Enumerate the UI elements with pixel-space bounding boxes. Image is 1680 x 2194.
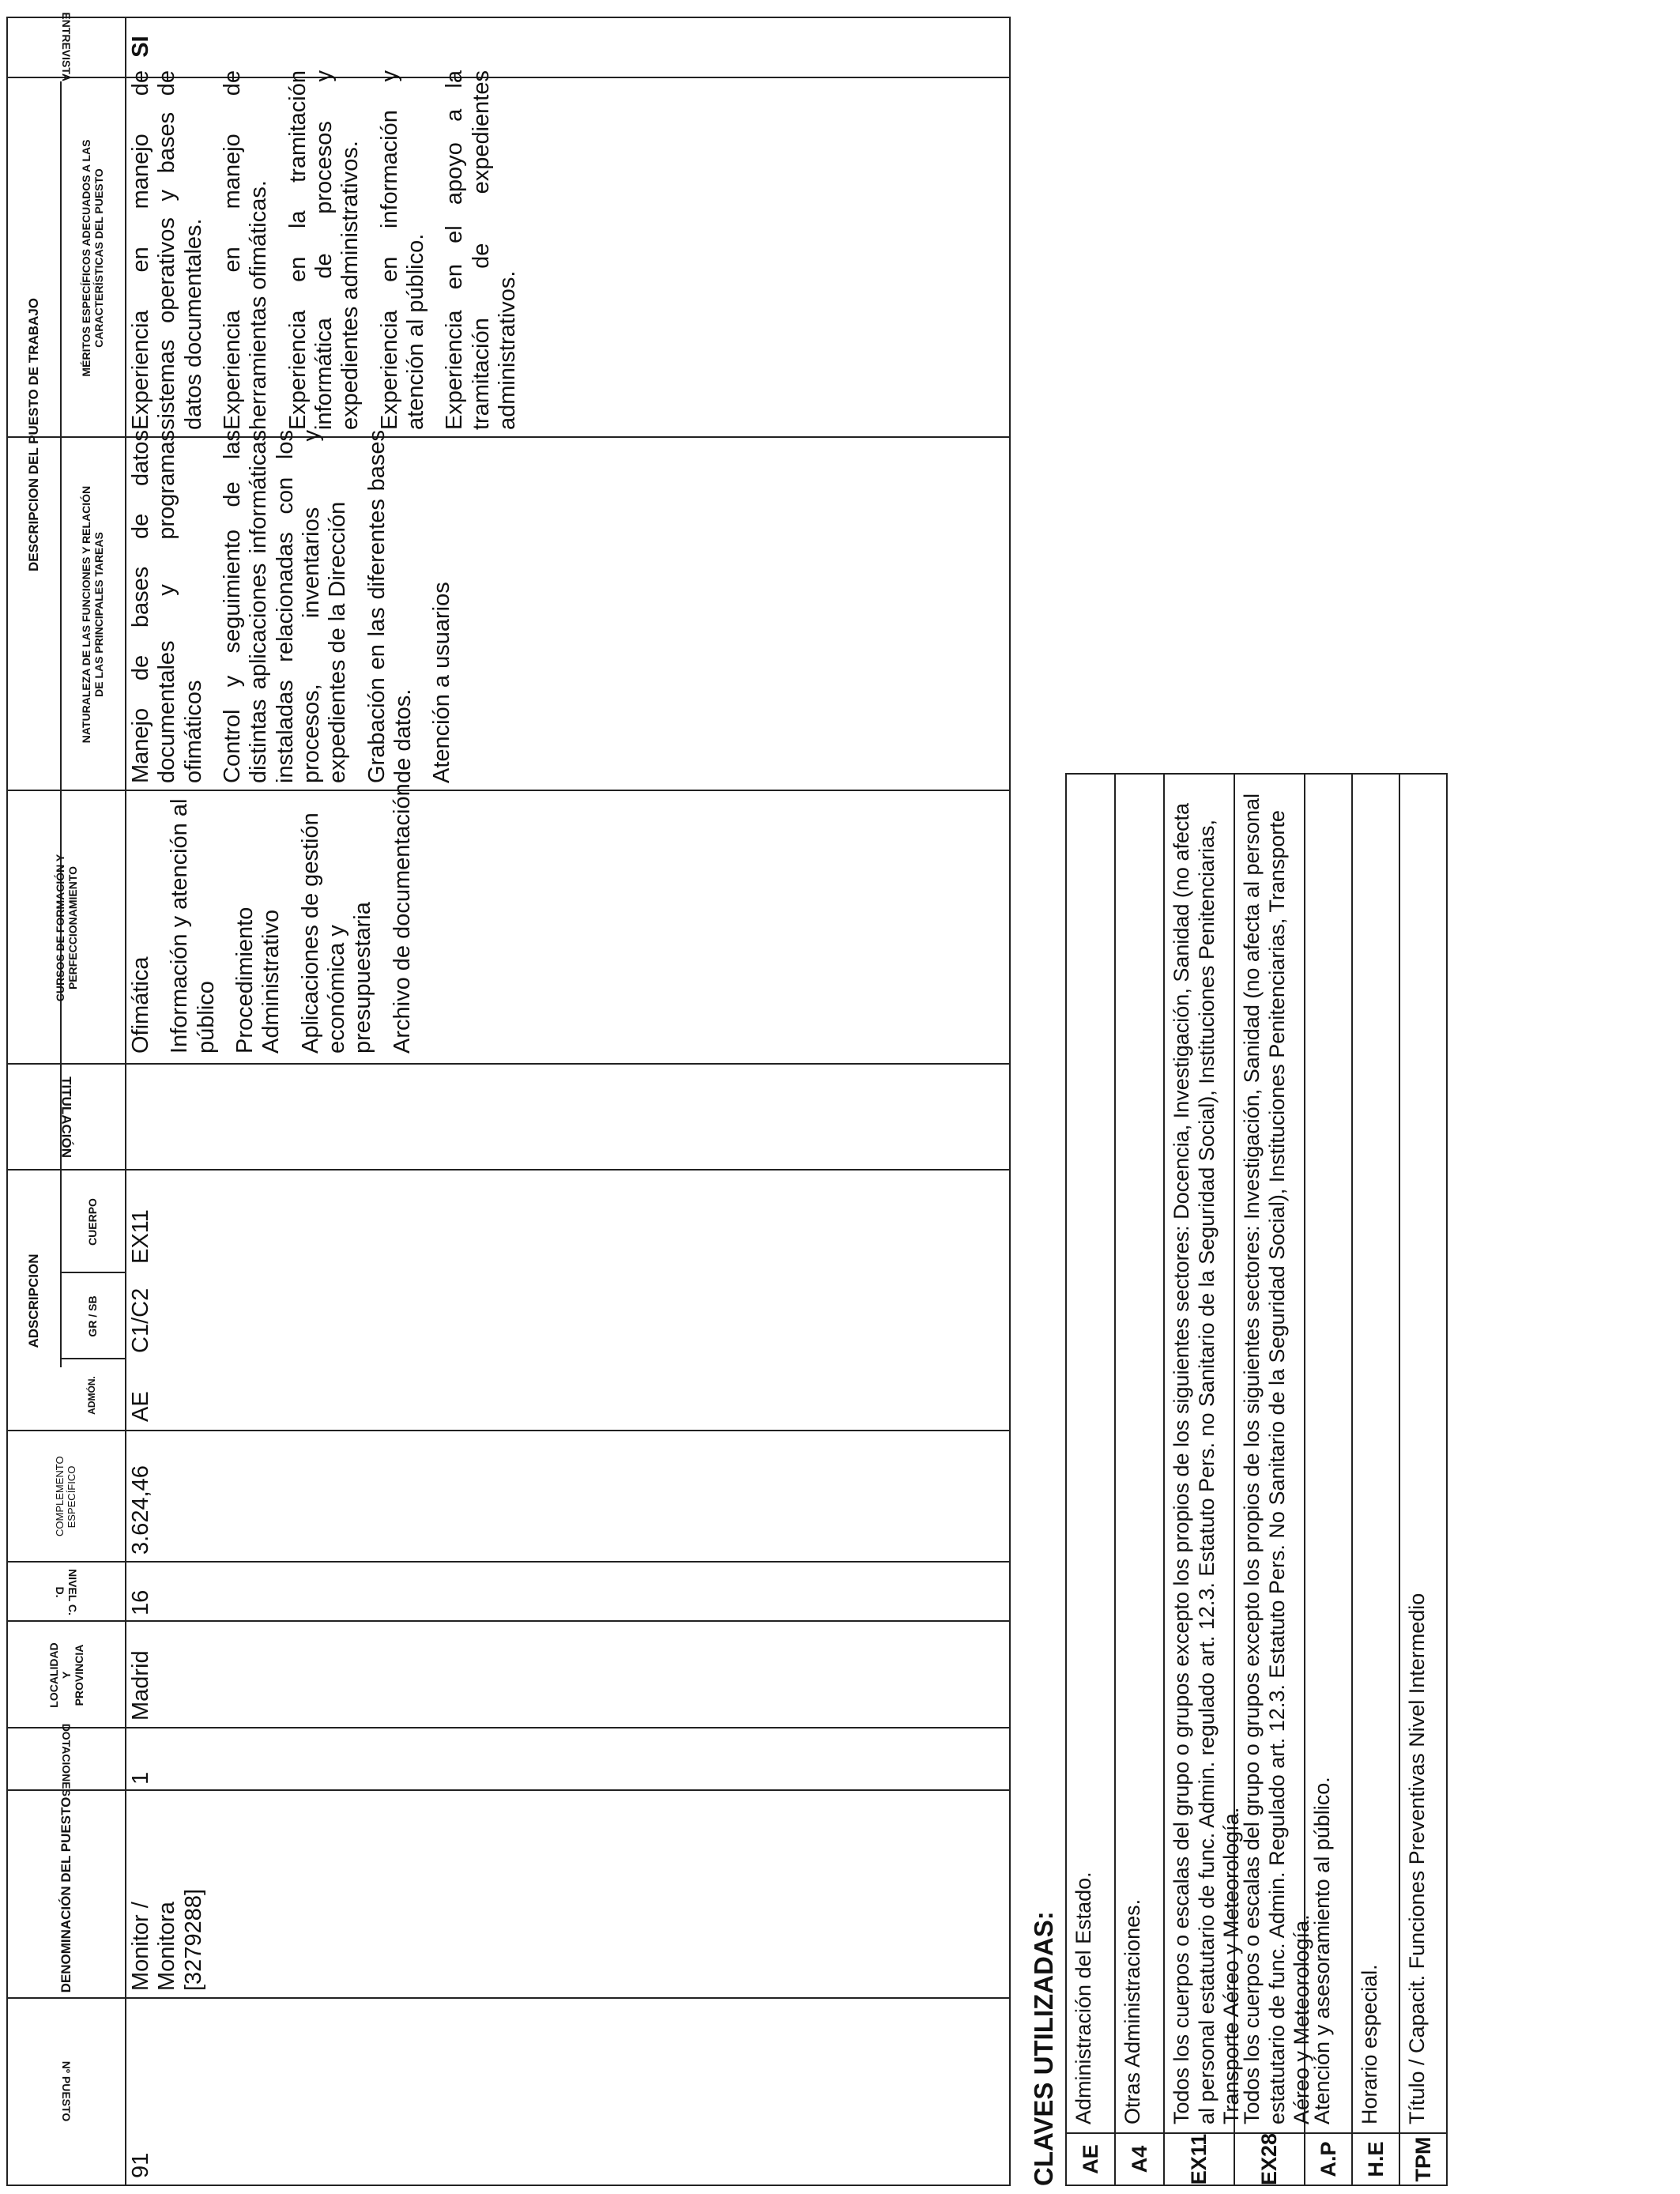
header-titulacion: TITULACIÓN <box>58 1076 74 1159</box>
cell-num-puesto: 91 <box>128 2152 153 2178</box>
clave-desc: Administración del Estado. <box>1072 1872 1095 2124</box>
positions-table <box>6 12 1011 2186</box>
clave-desc: Atención y asesoramiento al público. <box>1310 1777 1334 2124</box>
curso-item: Información y atención al público <box>167 798 219 1054</box>
clave-code: EX11 <box>1165 2132 1234 2185</box>
header-meritos: MÉRITOS ESPECÍFICOS ADECUADOS A LAS CARACTERÍSTICAS DEL PUESTO <box>79 139 105 377</box>
merito-item: Experiencia en manejo de herramientas ofimáticas. <box>220 70 272 430</box>
clave-desc: Todos los cuerpos o escalas del grupo o grupos excepto los propios de los siguientes sectores: Investigación, Sanidad (no afecta al personal estatutario de func. Admin. Regulado art. 12.3. Estatuto Pers. No Sanitario de la Seguridad Social), Instituciones Penitenciarias, Transporte Aéreo y Meteorología. <box>1240 793 1314 2124</box>
curso-item: Aplicaciones de gestión económica y presupuestaria <box>297 812 376 1054</box>
clave-code: TPM <box>1400 2132 1446 2185</box>
cell-entrevista: SI <box>128 36 153 58</box>
clave-desc: Otras Administraciones. <box>1121 1898 1144 2124</box>
merito-item: Experiencia en información y atención al público. <box>376 70 429 430</box>
clave-desc: Horario especial. <box>1358 1964 1381 2124</box>
header-entrevista: ENTREVISTA <box>60 12 73 81</box>
tarea-item: Grabación en las diferentes bases de datos. <box>363 430 416 783</box>
header-dotaciones: DOTACIONES <box>60 1723 73 1796</box>
header-denominacion: DENOMINACIÓN DEL PUESTO <box>58 1796 74 1993</box>
cell-dotaciones: 1 <box>128 1771 153 1785</box>
header-adscripcion: ADSCRIPCION <box>26 1253 42 1348</box>
header-divider <box>125 18 126 2185</box>
header-descripcion: DESCRIPCION DEL PUESTO DE TRABAJO <box>26 297 42 572</box>
header-cursos: CURSOS DE FORMACIÓN Y PERFECCIONAMIENTO <box>53 854 79 1002</box>
clave-desc: Todos los cuerpos o escalas del grupo o grupos excepto los propios de los siguientes sectores: Docencia, Investigación, Sanidad (no afecta al personal estatutario de func. Admin. regulado art. 12.3. Estatuto Pers. no Sanitario de la Seguridad Social), Instituciones Penitenciarias, Transporte Aéreo y Meteorología. <box>1170 803 1244 2124</box>
clave-code: H.E <box>1353 2132 1399 2185</box>
clave-row <box>1114 775 1163 2185</box>
header-localidad: LOCALIDAD Y PROVINCIA <box>47 1642 86 1708</box>
curso-item: Archivo de documentación <box>389 783 415 1054</box>
curso-item: Procedimiento Administrativo <box>232 907 284 1054</box>
tarea-item: Control y seguimiento de las distintas aplicaciones informáticas instaladas relacionadas con los procesos, inventarios y expedientes de la Dirección <box>220 430 351 783</box>
header-gr-sb: GR / SB <box>85 1295 99 1337</box>
header-nivel: NIVEL C. D. <box>54 1569 80 1615</box>
header-num-puesto: Nº PUESTO <box>60 2061 73 2122</box>
header-admon: ADMÓN. <box>86 1376 98 1415</box>
merito-item: Experiencia en la tramitación informática de procesos y expedientes administrativos. <box>284 70 363 430</box>
header-naturaleza: NATURALEZA DE LAS FUNCIONES Y RELACIÓN DE LAS PRINCIPALES TAREAS <box>79 485 105 744</box>
cell-denominacion: Monitor / Monitora [3279288] <box>128 1888 206 1991</box>
cell-gr-sb: C1/C2 <box>128 1287 153 1353</box>
clave-row <box>1163 775 1244 2185</box>
clave-row <box>1234 775 1314 2186</box>
clave-code: EX28 <box>1235 2132 1304 2185</box>
cell-localidad: Madrid <box>128 1650 153 1721</box>
claves-table <box>1065 773 1448 2186</box>
cell-meritos <box>128 61 533 438</box>
clave-row <box>1399 775 1446 2185</box>
clave-desc: Título / Capacit. Funciones Preventivas Nivel Intermedio <box>1405 1593 1429 2124</box>
header-complemento: COMPLEMENTO ESPECÍFICO <box>54 1456 77 1536</box>
cell-admon: AE <box>128 1391 153 1422</box>
claves-title: CLAVES UTILIZADAS: <box>1029 1911 1058 2186</box>
header-cuerpo: CUERPO <box>85 1198 99 1246</box>
cell-cuerpo: EX11 <box>128 1209 153 1264</box>
clave-row <box>1067 775 1114 2185</box>
clave-code: AE <box>1067 2132 1114 2185</box>
cell-nivel: 16 <box>128 1589 153 1615</box>
merito-item: Experiencia en manejo de sistemas operativos y bases de datos documentales. <box>128 70 206 430</box>
cell-complemento: 3.624,46 <box>128 1465 153 1555</box>
cell-naturaleza <box>128 420 469 791</box>
clave-row <box>1304 775 1351 2185</box>
clave-row <box>1351 775 1399 2185</box>
curso-item: Ofimática <box>128 956 153 1054</box>
clave-code: A4 <box>1116 2132 1163 2185</box>
clave-code: A.P <box>1305 2132 1351 2185</box>
tarea-item: Manejo de bases de datos documentales y programas ofimáticos <box>128 430 206 783</box>
merito-item: Experiencia en el apoyo a la tramitación de expedientes administrativos. <box>442 70 521 430</box>
tarea-item: Atención a usuarios <box>429 582 455 783</box>
cell-cursos <box>128 772 428 1065</box>
